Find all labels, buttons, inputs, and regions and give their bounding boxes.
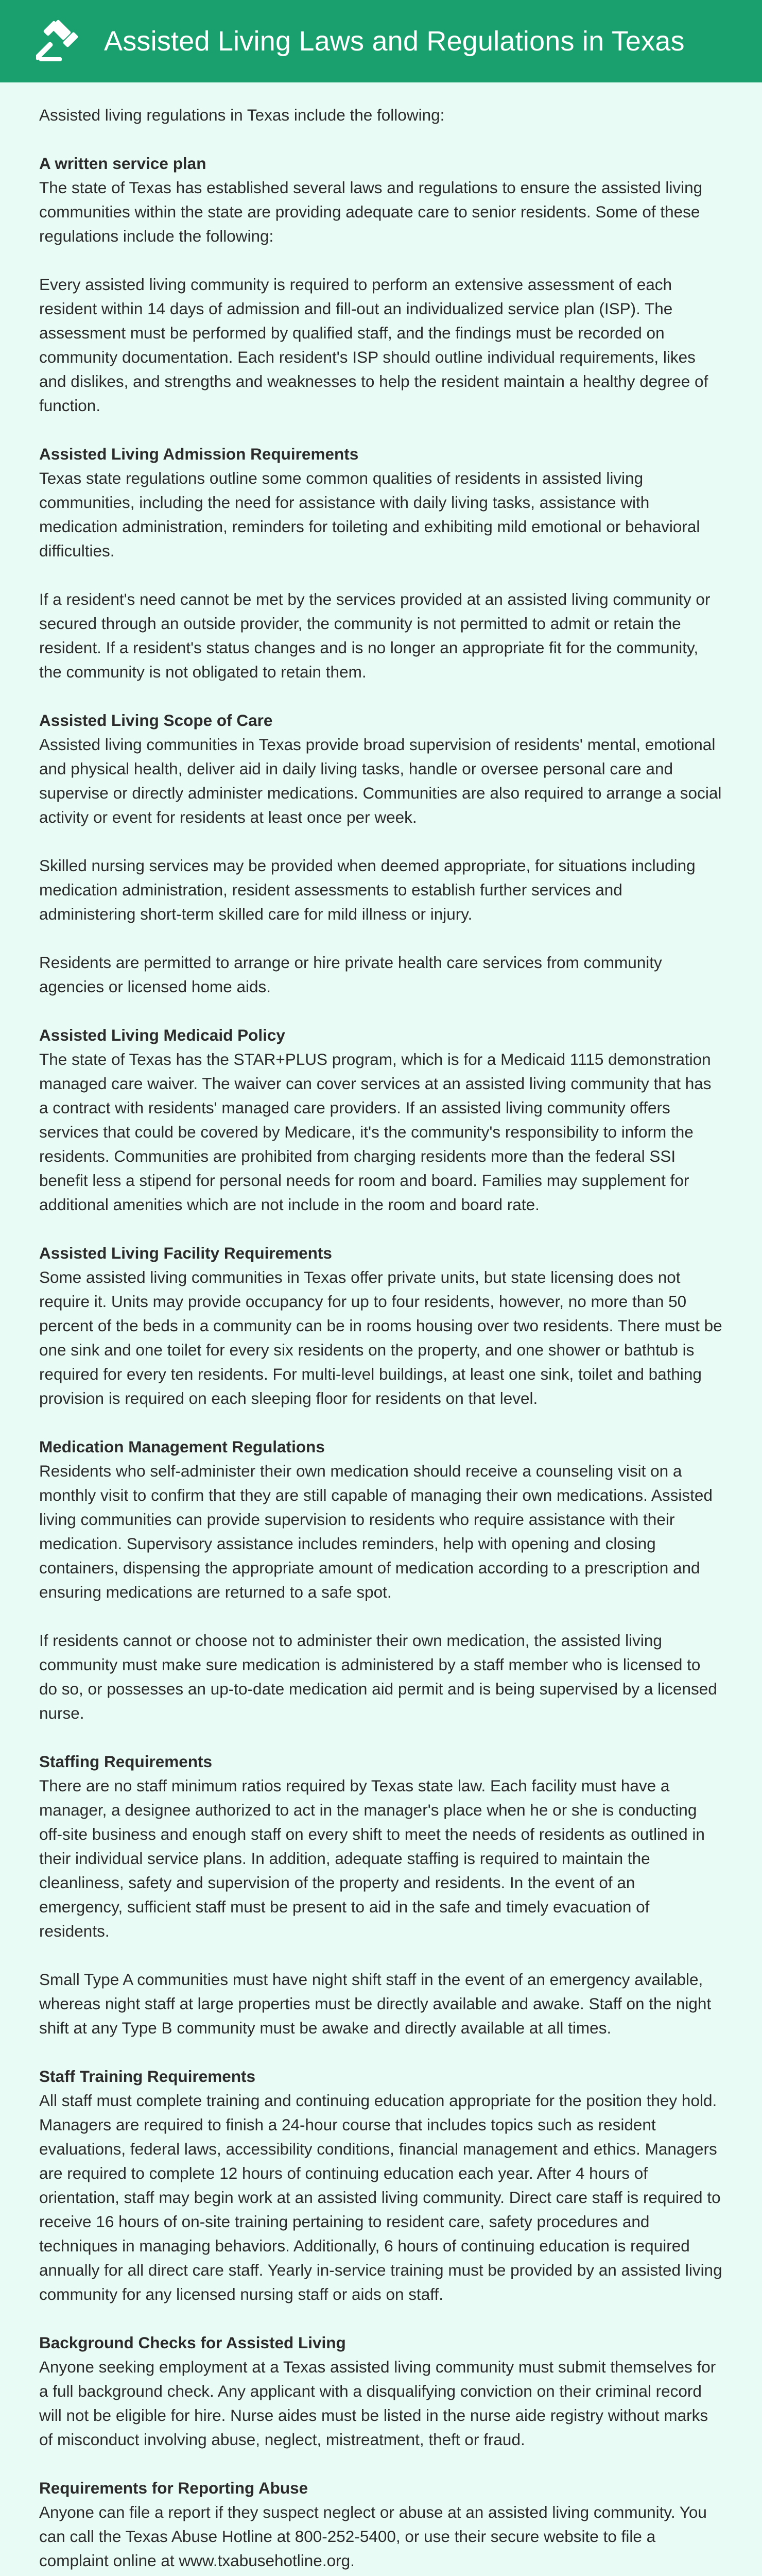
article-body: [0, 82, 762, 2573]
section: [39, 708, 723, 999]
section-heading: Requirements for Reporting Abuse: [39, 2479, 308, 2497]
section: [39, 2476, 723, 2573]
section-heading: Medication Management Regulations: [39, 1437, 325, 1456]
section-paragraph: Skilled nursing services may be provided when deemed appropriate, for situations including medication administration, resident assessments to establish further services and administering short-term skilled care for mild illness or injury.: [39, 856, 696, 923]
section-paragraph: Anyone seeking employment at a Texas assisted living community must submit themselves for a full background check. Any applicant with a disqualifying conviction on their criminal record will not be eligible for hire. Nurse aides must be listed in the nurse aide registry without marks of misconduct involving abuse, neglect, mistreatment, theft or fraud.: [39, 2358, 716, 2449]
section: [39, 1750, 723, 2040]
section-heading: Assisted Living Medicaid Policy: [39, 1026, 285, 1044]
section-paragraph: Assisted living communities in Texas provide broad supervision of residents' mental, emotional and physical health, deliver aid in daily living tasks, handle or oversee personal care and supervise or directly administer medications. Communities are also required to arrange a social activity or event for residents at least once per week.: [39, 735, 722, 826]
section-heading: Assisted Living Admission Requirements: [39, 445, 359, 463]
section-heading: Assisted Living Scope of Care: [39, 711, 273, 730]
section: [39, 2331, 723, 2452]
section-paragraph: Anyone can file a report if they suspect neglect or abuse at an assisted living community. You can call the Texas Abuse Hotline at 800-252-5400, or use their secure website to file a complaint online at www.txabusehotline.org.: [39, 2503, 707, 2570]
section-paragraph: If residents cannot or choose not to administer their own medication, the assisted living community must make sure medication is administered by a staff member who is licensed to do so, or possesses an up-to-date medication aid permit and is being supervised by a licensed nurse.: [39, 1631, 717, 1722]
section-paragraph: There are no staff minimum ratios required by Texas state law. Each facility must have a manager, a designee authorized to act in the manager's place when he or she is conducting off-site business and enough staff on every shift to meet the needs of residents as outlined in their individual service plans. In addition, adequate staffing is required to maintain the cleanliness, safety and supervision of the property and residents. In the event of an emergency, sufficient staff must be present to aid in the safe and timely evacuation of residents.: [39, 1776, 705, 1940]
page-title: Assisted Living Laws and Regulations in Texas: [104, 26, 685, 57]
section: [39, 1241, 723, 1411]
section: [39, 2064, 723, 2307]
section-paragraph: The state of Texas has the STAR+PLUS program, which is for a Medicaid 1115 demonstration managed care waiver. The waiver can cover services at an assisted living community that has a contract with residents' managed care providers. If an assisted living community offers services that could be covered by Medicare, it's the community's responsibility to inform the residents. Communities are prohibited from charging residents more than the federal SSI benefit less a stipend for personal needs for room and board. Families may supplement for additional amenities which are not include in the room and board rate.: [39, 1050, 712, 1214]
section-heading: Staff Training Requirements: [39, 2067, 256, 2086]
section-paragraph: If a resident's need cannot be met by the services provided at an assisted living community or secured through an outside provider, the community is not permitted to admit or retain the resident. If a resident's status changes and is no longer an appropriate fit for the community, the community is not obligated to retain them.: [39, 590, 711, 681]
section-paragraph: Texas state regulations outline some common qualities of residents in assisted living communities, including the need for assistance with daily living tasks, assistance with medication administration, reminders for toileting and exhibiting mild emotional or behavioral difficulties.: [39, 469, 700, 560]
section-paragraph: Residents are permitted to arrange or hire private health care services from community agencies or licensed home aids.: [39, 953, 662, 996]
section-paragraph: Some assisted living communities in Texas offer private units, but state licensing does not require it. Units may provide occupancy for up to four residents, however, no more than 50 percent of the beds in a community can be in rooms housing over two residents. There must be one sink and one toilet for every six residents on the property, and one shower or bathtub is required for every ten residents. For multi-level buildings, at least one sink, toilet and bathing provision is required on each sleeping floor for residents on that level.: [39, 1268, 722, 1408]
intro-text: Assisted living regulations in Texas include the following:: [39, 106, 445, 124]
sections-container: [39, 151, 723, 2573]
section-heading: Staffing Requirements: [39, 1752, 213, 1771]
section-paragraph: Every assisted living community is required to perform an extensive assessment of each resident within 14 days of admission and fill-out an individualized service plan (ISP). The assessment must be performed by qualified staff, and the findings must be recorded on community documentation. Each resident's ISP should outline individual requirements, likes and dislikes, and strengths and weaknesses to help the resident maintain a healthy degree of function.: [39, 275, 708, 415]
section-heading: Assisted Living Facility Requirements: [39, 1244, 332, 1262]
section: [39, 151, 723, 418]
section: [39, 1023, 723, 1217]
section-paragraph: The state of Texas has established several laws and regulations to ensure the assisted living communities within the state are providing adequate care to senior residents. Some of these regulations include the following:: [39, 178, 703, 245]
section-paragraph: Residents who self-administer their own medication should receive a counseling visit on a monthly visit to confirm that they are still capable of managing their own medications. Assisted living communities can provide supervision to residents who require assistance with their medication. Supervisory assistance includes reminders, help with opening and closing containers, dispensing the appropriate amount of medication according to a prescription and ensuring medications are returned to a safe spot.: [39, 1462, 713, 1601]
section-paragraph: Small Type A communities must have night shift staff in the event of an emergency available, whereas night staff at large properties must be directly available and awake. Staff on the night shift at any Type B community must be awake and directly available at all times.: [39, 1970, 712, 2037]
section: [39, 442, 723, 684]
page-header: [0, 0, 762, 82]
section: [39, 1435, 723, 1725]
section-heading: A written service plan: [39, 154, 206, 173]
section-heading: Background Checks for Assisted Living: [39, 2333, 346, 2352]
section-paragraph: All staff must complete training and continuing education appropriate for the position they hold. Managers are required to finish a 24-hour course that includes topics such as resident evaluations, federal laws, accessibility conditions, financial management and ethics. Managers are required to complete 12 hours of continuing education each year. After 4 hours of orientation, staff may begin work at an assisted living community. Direct care staff is required to receive 16 hours of on-site training pertaining to resident care, safety procedures and techniques in managing behaviors. Additionally, 6 hours of continuing education is required annually for all direct care staff. Yearly in-service training must be provided by an assisted living community for any licensed nursing staff or aids on staff.: [39, 2091, 722, 2303]
gavel-icon: [36, 17, 82, 66]
